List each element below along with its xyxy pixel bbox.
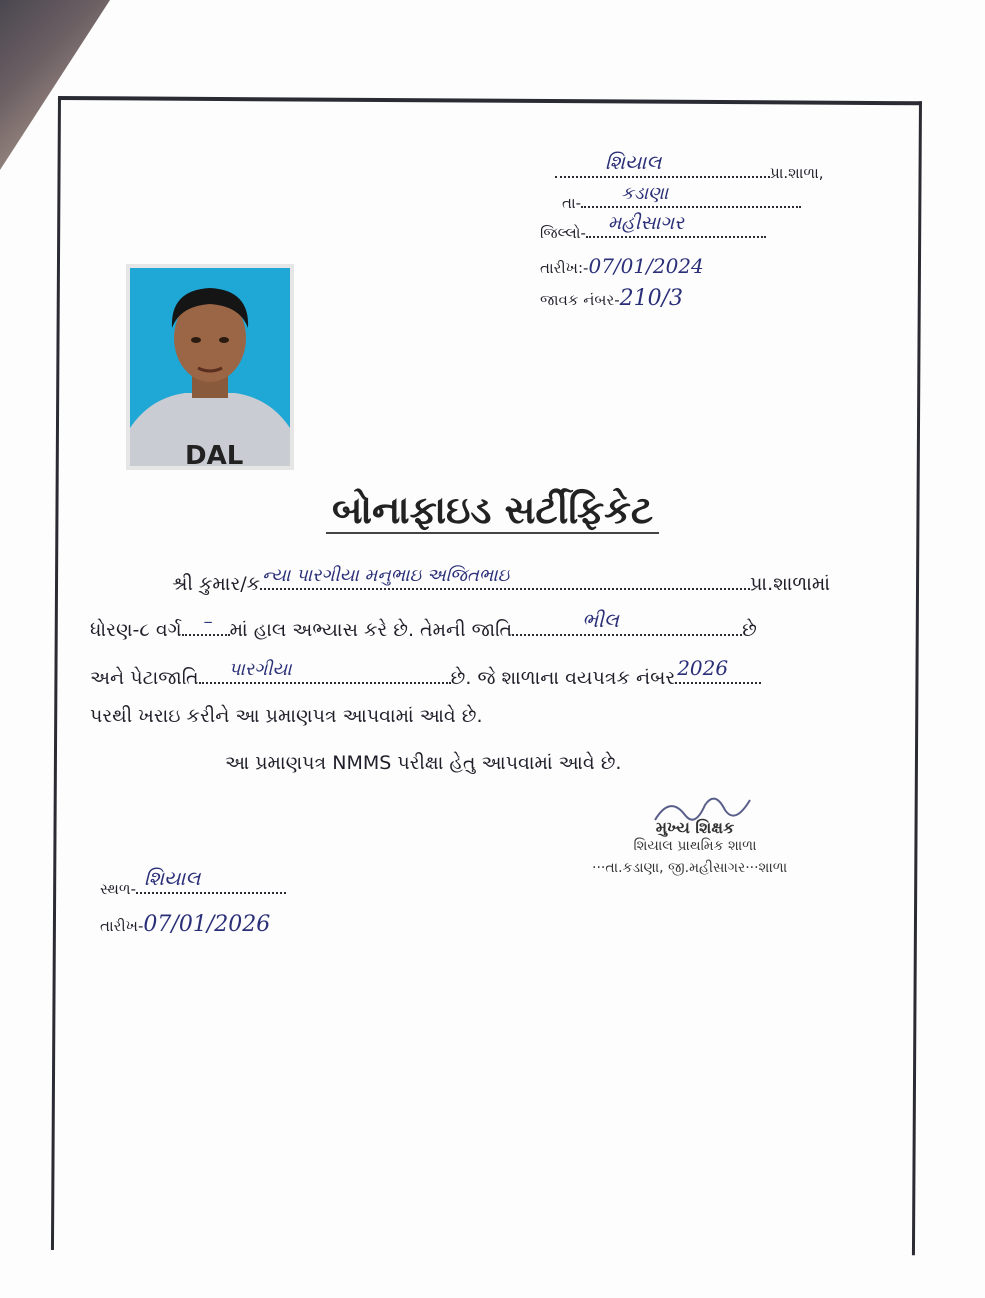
certificate-title <box>0 488 985 533</box>
caste-handwritten: ભીલ <box>582 608 619 632</box>
taluka-field <box>562 183 801 212</box>
taluka-handwritten: કડાણા <box>621 183 669 204</box>
school-name-handwritten: શિયાલ <box>605 150 662 174</box>
stamp-designation: મુખ્ય શિક્ષક <box>655 818 735 837</box>
place-handwritten: શિયાલ <box>144 866 201 890</box>
footer-date-label: તારીખ- <box>100 917 144 935</box>
outward-handwritten: 210/3 <box>619 286 684 311</box>
line3-prefix: અને પેટાજાતિ <box>90 667 199 689</box>
district-label: જિલ્લો- <box>540 224 586 242</box>
body-line-4: પરથી ખરાઇ કરીને આ પ્રમાણપત્ર આપવામાં આવે છે. <box>90 705 483 727</box>
line2-mid: માં હાલ અભ્યાસ કરે છે. તેમની જાતિ <box>229 619 513 641</box>
title-text: બોનાફાઇડ સર્ટીફિકેટ <box>326 488 659 534</box>
body-line-5: આ પ્રમાણપત્ર NMMS પરીક્ષા હેતુ આપવામાં આવે છે. <box>225 752 622 774</box>
date-handwritten: 07/01/2024 <box>588 254 704 278</box>
footer-date-handwritten: 07/01/2026 <box>143 912 271 937</box>
district-handwritten: મહીસાગર <box>607 212 684 234</box>
footer-date-field <box>100 912 270 937</box>
date-field <box>540 254 704 278</box>
shirt-print-text: DAL <box>185 441 244 466</box>
class-handwritten: – <box>203 611 213 632</box>
outward-label: જાવક નંબર- <box>540 291 620 309</box>
line1-suffix: પ્રા.શાળામાં <box>750 573 830 595</box>
line2-suffix: છે <box>742 619 757 641</box>
place-label: સ્થળ- <box>100 880 137 898</box>
body-line-1 <box>172 565 830 595</box>
line1-prefix: શ્રી કુમાર/ક <box>172 573 261 595</box>
stamp-suffix: શાળા <box>758 860 788 876</box>
stamp-address-line: ···તા.કડાણા, જી.મહીસાગર···શાળા <box>592 860 788 876</box>
student-name-handwritten: ન્યા પારગીયા મનુભાઇ અજિતભાઇ <box>262 565 510 586</box>
body-line-3 <box>90 656 761 689</box>
district-field <box>540 212 766 242</box>
stamp-school: શિયાલ પ્રાથમિક શાળા <box>633 838 757 854</box>
register-number-handwritten: 2026 <box>677 656 729 680</box>
body-line-2 <box>90 608 757 641</box>
line2-prefix: ધોરણ-૮ વર્ગ <box>90 619 182 641</box>
student-photo <box>126 264 294 470</box>
taluka-label: તા- <box>562 194 582 212</box>
school-name-field <box>555 150 824 182</box>
outward-number-field <box>540 286 683 311</box>
subcaste-handwritten: પારગીયા <box>228 659 292 680</box>
student-portrait-image <box>130 268 290 466</box>
line3-mid: છે. જે શાળાના વયપત્રક નંબર <box>450 667 676 689</box>
stamp-address: તા.કડાણા, જી.મહીસાગર <box>605 860 746 876</box>
school-suffix: પ્રા.શાળા, <box>770 164 824 182</box>
place-field <box>100 866 286 898</box>
date-label: તારીખ:- <box>540 259 589 277</box>
